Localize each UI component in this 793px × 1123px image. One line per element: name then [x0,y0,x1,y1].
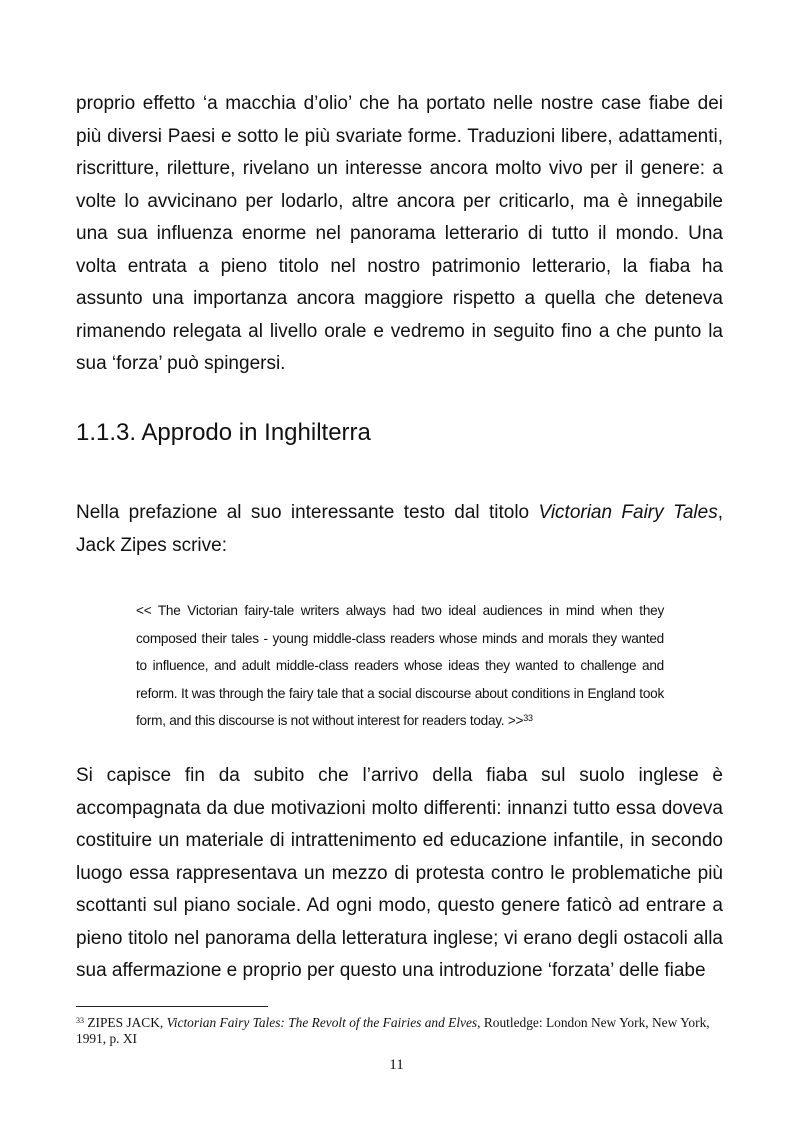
book-title: Victorian Fairy Tales [538,502,718,523]
footnote-reference[interactable]: 33 [523,713,533,724]
page-number: 11 [389,1057,404,1073]
footnote [76,1015,723,1047]
footnote-publication: , Routledge: London New York, New York, 1991, p. XI [76,1015,710,1046]
footnote-author: ZIPES JACK, [84,1015,167,1030]
intro-text-before: Nella prefazione al suo interessante testo dal titolo [76,502,539,523]
paragraph-body: Si capisce fin da subito che l’arrivo della fiaba sul suolo inglese è accompagnata da due motivazioni molto differenti: innanzi tutto essa doveva costituire un materiale di intrattenimento ed educazione infantile, in secondo luogo essa rappresentava un mezzo di protesta contro le problematiche più scottanti sul piano sociale. Ad ogni modo, questo genere faticò ad entrare a pieno titolo nel panorama della letteratura inglese; vi erano degli ostacoli alla sua affermazione e proprio per questo una introduzione ‘forzata’ delle fiabe [76,765,723,981]
paragraph-continuation: proprio effetto ‘a macchia d’olio’ che ha portato nelle nostre case fiabe dei più diversi Paesi e sotto le più svariate forme. Traduzioni libere, adattamenti, riscritture, riletture, rivelano un interesse ancora molto vivo per il genere: a volte lo avvicinano per lodarlo, altre ancora per criticarlo, ma è innegabile una sua influenza enorme nel panorama letterario di tutto il mondo. Una volta entrata a pieno titolo nel nostro patrimonio letterario, la fiaba ha assunto una importanza ancora maggiore rispetto a quella che deteneva rimanendo relegata al livello orale e vedremo in seguito fino a che punto la sua ‘forza’ può spingersi. [76,93,723,374]
paragraph-intro [76,497,723,562]
block-quote [136,597,664,735]
footnote-divider [76,1006,268,1007]
quote-text: << The Victorian fairy-tale writers always had two ideal audiences in mind when they composed their tales - young middle-class readers whose minds and morals they wanted to influence, and adult middle-class readers whose ideas they wanted to challenge and reform. It was through the fairy tale that a social discourse about conditions in England took form, and this discourse is not without interest for readers today. >> [136,603,664,729]
intro-text-after: , Jack Zipes scrive: [76,502,723,556]
footnote-title: Victorian Fairy Tales: The Revolt of the Fairies and Elves [166,1015,478,1030]
footnote-number: 33 [76,1016,84,1025]
section-heading: 1.1.3. Approdo in Inghilterra [76,419,371,446]
